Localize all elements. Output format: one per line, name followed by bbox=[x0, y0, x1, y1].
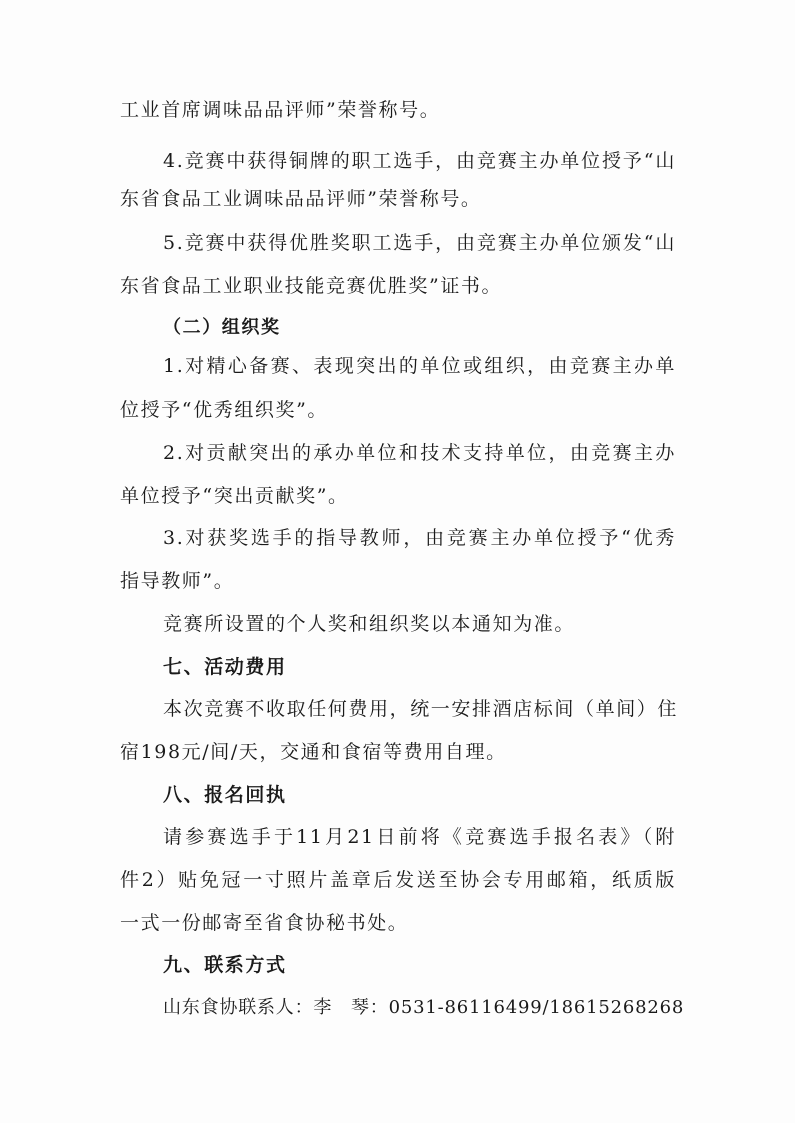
text-line-4: 5.竞赛中获得优胜奖职工选手，由竞赛主办单位颁发“山 bbox=[163, 232, 676, 254]
text-line-19: 件2）贴免冠一寸照片盖章后发送至协会专用邮箱，纸质版 bbox=[120, 869, 676, 891]
text-line-2: 4.竞赛中获得铜牌的职工选手，由竞赛主办单位授予“山 bbox=[163, 150, 676, 172]
section-heading-contact: 九、联系方式 bbox=[163, 954, 287, 976]
text-line-15: 本次竞赛不收取任何费用，统一安排酒店标间（单间）住 bbox=[163, 698, 679, 720]
text-line-5: 东省食品工业职业技能竞赛优胜奖”证书。 bbox=[120, 275, 503, 297]
text-line-7: 1.对精心备赛、表现突出的单位或组织，由竞赛主办单 bbox=[163, 355, 676, 377]
text-line-18: 请参赛选手于11月21日前将《竞赛选手报名表》（附 bbox=[163, 826, 676, 848]
text-line-20: 一式一份邮寄至省食协秘书处。 bbox=[120, 912, 409, 934]
text-line-10: 单位授予“突出贡献奖”。 bbox=[120, 485, 349, 507]
text-line-1: 工业首席调味品品评师”荣誉称号。 bbox=[120, 99, 441, 121]
section-heading-registration: 八、报名回执 bbox=[163, 784, 287, 806]
text-line-3: 东省食品工业调味品品评师”荣誉称号。 bbox=[120, 188, 482, 210]
text-line-11: 3.对获奖选手的指导教师，由竞赛主办单位授予“优秀 bbox=[163, 527, 676, 549]
text-line-9: 2.对贡献突出的承办单位和技术支持单位，由竞赛主办 bbox=[163, 442, 676, 464]
section-heading-fees: 七、活动费用 bbox=[163, 656, 287, 678]
text-line-8: 位授予“优秀组织奖”。 bbox=[120, 399, 329, 421]
text-line-16: 宿198元/间/天，交通和食宿等费用自理。 bbox=[120, 741, 507, 763]
contact-line: 山东食协联系人：李 琴：0531-86116499/18615268268 bbox=[163, 997, 685, 1018]
text-line-13: 竞赛所设置的个人奖和组织奖以本通知为准。 bbox=[163, 613, 576, 635]
section-heading-organization-award: （二）组织奖 bbox=[163, 317, 281, 338]
text-line-12: 指导教师”。 bbox=[120, 570, 235, 592]
